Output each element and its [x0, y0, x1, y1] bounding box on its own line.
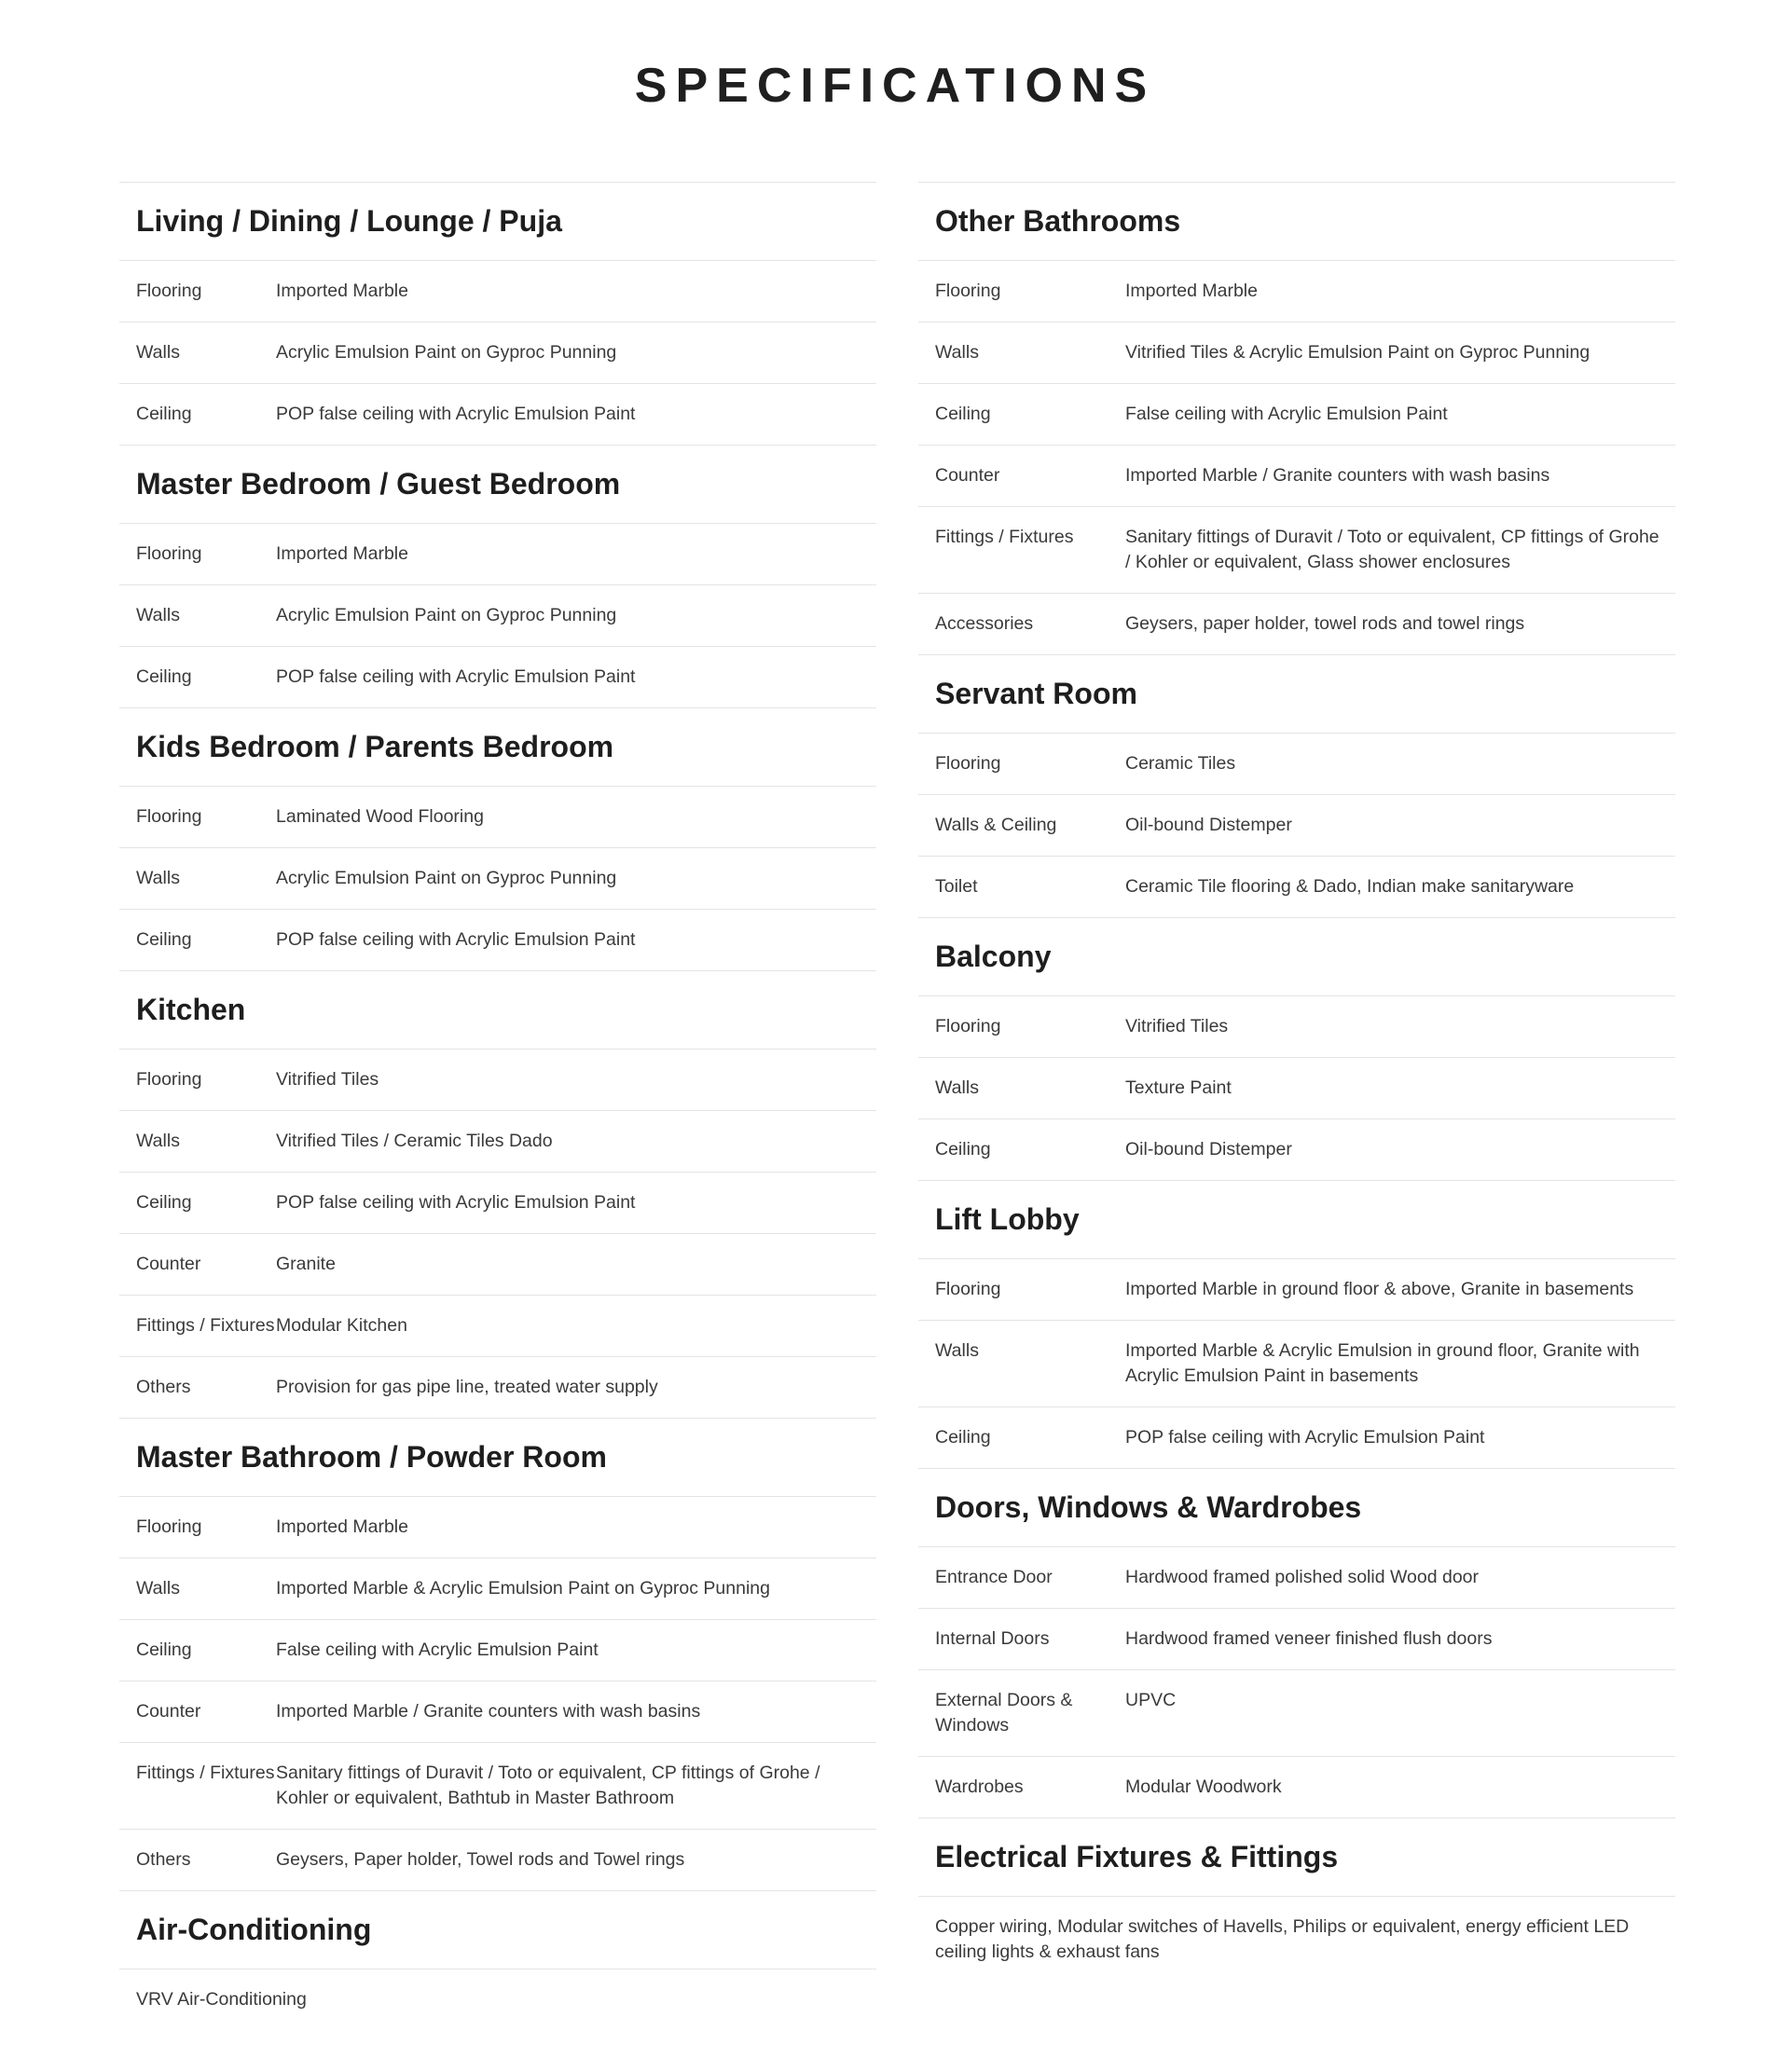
spec-row [119, 1829, 876, 1890]
spec-label: Others [136, 1849, 191, 1870]
spec-row [918, 856, 1675, 917]
spec-value: Imported Marble / Granite counters with wash basins [276, 1701, 701, 1722]
spec-row [119, 523, 876, 584]
spec-row [119, 786, 876, 847]
spec-value: POP false ceiling with Acrylic Emulsion Paint [276, 929, 636, 950]
spec-label: Fittings / Fixtures [136, 1315, 275, 1336]
spec-label: Internal Doors [935, 1628, 1050, 1649]
spec-row [119, 1496, 876, 1557]
spec-label: Walls [935, 1077, 979, 1098]
spec-row [918, 1118, 1675, 1180]
spec-label: Walls [136, 342, 180, 363]
spec-label: Wardrobes [935, 1777, 1024, 1797]
spec-value: Imported Marble & Acrylic Emulsion in ground floor, Granite with Acrylic Emulsion Paint in basements [1125, 1340, 1640, 1386]
spec-label: Accessories [935, 613, 1034, 634]
spec-label: Flooring [935, 281, 1001, 301]
spec-label: Counter [136, 1701, 201, 1722]
spec-row [918, 1406, 1675, 1468]
spec-row [918, 506, 1675, 593]
spec-label: Ceiling [935, 1427, 991, 1448]
spec-label: Ceiling [136, 404, 192, 424]
spec-section-other-bathrooms [918, 182, 1675, 654]
spec-value: Hardwood framed veneer finished flush doors [1125, 1628, 1493, 1649]
spec-value: Sanitary fittings of Duravit / Toto or equivalent, CP fittings of Grohe / Kohler or equivalent, Glass shower enclosures [1125, 527, 1659, 572]
spec-label: Walls [136, 1131, 180, 1151]
spec-value: Imported Marble [276, 543, 408, 564]
section-title: Lift Lobby [918, 1180, 1675, 1258]
spec-row [119, 1681, 876, 1742]
spec-value: UPVC [1125, 1690, 1177, 1710]
spec-value: Acrylic Emulsion Paint on Gyproc Punning [276, 342, 617, 363]
spec-label: Flooring [136, 281, 202, 301]
spec-section-master-bedroom [119, 445, 876, 707]
spec-row [119, 383, 876, 445]
spec-row [119, 260, 876, 322]
spec-row [119, 1233, 876, 1295]
spec-section-doors-windows [918, 1468, 1675, 1818]
spec-row [119, 1356, 876, 1418]
spec-label: Ceiling [935, 1139, 991, 1159]
spec-value: POP false ceiling with Acrylic Emulsion Paint [276, 1192, 636, 1213]
section-title: Balcony [918, 917, 1675, 995]
spec-value: Acrylic Emulsion Paint on Gyproc Punning [276, 868, 617, 888]
spec-label: Walls & Ceiling [935, 815, 1057, 835]
spec-value: Vitrified Tiles & Acrylic Emulsion Paint on Gyproc Punning [1125, 342, 1590, 363]
spec-row [918, 1546, 1675, 1608]
spec-value: Hardwood framed polished solid Wood door [1125, 1567, 1480, 1587]
spec-label: Fittings / Fixtures [136, 1763, 275, 1783]
spec-label: Walls [136, 605, 180, 625]
spec-label: Flooring [136, 1069, 202, 1090]
spec-row [918, 1057, 1675, 1118]
spec-label: Ceiling [136, 929, 192, 950]
spec-section-master-bathroom [119, 1418, 876, 1890]
spec-value: Imported Marble & Acrylic Emulsion Paint on Gyproc Punning [276, 1578, 770, 1599]
spec-row [918, 733, 1675, 794]
spec-value: Geysers, paper holder, towel rods and towel rings [1125, 613, 1525, 634]
spec-value: Texture Paint [1125, 1077, 1232, 1098]
section-title: Servant Room [918, 654, 1675, 733]
spec-label: Flooring [935, 1016, 1001, 1036]
spec-label: Counter [935, 465, 1000, 486]
spec-row [918, 260, 1675, 322]
spec-label: Fittings / Fixtures [935, 527, 1074, 547]
spec-row [918, 1320, 1675, 1406]
spec-row [918, 593, 1675, 654]
spec-row [119, 1619, 876, 1681]
section-title: Doors, Windows & Wardrobes [918, 1468, 1675, 1546]
spec-row [119, 584, 876, 646]
spec-value: Imported Marble [276, 1516, 408, 1537]
spec-value: Imported Marble [1125, 281, 1258, 301]
spec-section-kids-bedroom [119, 707, 876, 970]
spec-row [119, 847, 876, 909]
spec-value: Acrylic Emulsion Paint on Gyproc Punning [276, 605, 617, 625]
spec-label: Walls [136, 1578, 180, 1599]
spec-row [918, 995, 1675, 1057]
spec-label: Ceiling [136, 1192, 192, 1213]
spec-value: Imported Marble [276, 281, 408, 301]
spec-value: Modular Kitchen [276, 1315, 407, 1336]
section-title: Master Bathroom / Powder Room [119, 1418, 876, 1496]
spec-value: POP false ceiling with Acrylic Emulsion Paint [1125, 1427, 1485, 1448]
section-title: Electrical Fixtures & Fittings [918, 1818, 1675, 1896]
spec-label: Flooring [935, 1279, 1001, 1299]
spec-label: Flooring [136, 1516, 202, 1537]
spec-row [918, 383, 1675, 445]
spec-note: Copper wiring, Modular switches of Havells, Philips or equivalent, energy efficient LED ceiling lights & exhaust fans [918, 1896, 1675, 1983]
spec-section-servant-room [918, 654, 1675, 917]
spec-value: Granite [276, 1254, 336, 1274]
spec-section-lift-lobby [918, 1180, 1675, 1468]
section-title: Master Bedroom / Guest Bedroom [119, 445, 876, 523]
spec-label: Others [136, 1377, 191, 1397]
spec-row [119, 646, 876, 707]
page-title: SPECIFICATIONS [634, 59, 1156, 113]
spec-row [119, 1742, 876, 1829]
spec-section-balcony [918, 917, 1675, 1180]
section-title: Living / Dining / Lounge / Puja [119, 182, 876, 260]
spec-row [119, 1295, 876, 1356]
spec-row [119, 1110, 876, 1172]
spec-label: Ceiling [935, 404, 991, 424]
spec-value: Provision for gas pipe line, treated water supply [276, 1377, 658, 1397]
spec-value: Vitrified Tiles [276, 1069, 379, 1090]
spec-value: Imported Marble in ground floor & above, Granite in basements [1125, 1279, 1634, 1299]
section-title: Other Bathrooms [918, 182, 1675, 260]
spec-label: Entrance Door [935, 1567, 1053, 1587]
spec-value: False ceiling with Acrylic Emulsion Paint [276, 1640, 599, 1660]
spec-label: Flooring [935, 753, 1001, 774]
spec-label: Walls [136, 868, 180, 888]
section-title: Kitchen [119, 970, 876, 1049]
spec-value: Geysers, Paper holder, Towel rods and Towel rings [276, 1849, 685, 1870]
spec-label: Counter [136, 1254, 201, 1274]
spec-label: Flooring [136, 806, 202, 827]
spec-label: Flooring [136, 543, 202, 564]
spec-value: POP false ceiling with Acrylic Emulsion Paint [276, 404, 636, 424]
spec-row [918, 794, 1675, 856]
spec-value: Sanitary fittings of Duravit / Toto or equivalent, CP fittings of Grohe / Kohler or equivalent, Bathtub in Master Bathroom [276, 1763, 820, 1808]
spec-value: Modular Woodwork [1125, 1777, 1282, 1797]
spec-row [918, 1756, 1675, 1818]
spec-section-living [119, 182, 876, 445]
section-title: Air-Conditioning [119, 1890, 876, 1969]
left-column [119, 182, 876, 2030]
spec-label: Walls [935, 342, 979, 363]
spec-label: Ceiling [136, 666, 192, 687]
spec-row [918, 1258, 1675, 1320]
spec-value: Ceramic Tiles [1125, 753, 1236, 774]
spec-section-air-conditioning [119, 1890, 876, 2030]
spec-label: External Doors & Windows [935, 1690, 1073, 1736]
spec-row [119, 909, 876, 970]
spec-value: False ceiling with Acrylic Emulsion Paint [1125, 404, 1448, 424]
spec-row [119, 1172, 876, 1233]
spec-row [119, 1557, 876, 1619]
spec-value: Oil-bound Distemper [1125, 815, 1292, 835]
spec-value: POP false ceiling with Acrylic Emulsion Paint [276, 666, 636, 687]
spec-value: Laminated Wood Flooring [276, 806, 484, 827]
spec-row [918, 445, 1675, 506]
spec-row [918, 322, 1675, 383]
spec-label: Toilet [935, 876, 978, 897]
spec-value: Imported Marble / Granite counters with wash basins [1125, 465, 1550, 486]
spec-value: Vitrified Tiles / Ceramic Tiles Dado [276, 1131, 553, 1151]
spec-section-electrical [918, 1818, 1675, 1983]
spec-value: Oil-bound Distemper [1125, 1139, 1292, 1159]
spec-value: Vitrified Tiles [1125, 1016, 1229, 1036]
spec-section-kitchen [119, 970, 876, 1418]
spec-row [918, 1608, 1675, 1669]
spec-row [918, 1669, 1675, 1756]
right-column [918, 182, 1675, 1983]
spec-label: Walls [935, 1340, 979, 1361]
spec-row [119, 1049, 876, 1110]
spec-label: Ceiling [136, 1640, 192, 1660]
spec-row [119, 322, 876, 383]
spec-value: Ceramic Tile flooring & Dado, Indian make sanitaryware [1125, 876, 1575, 897]
spec-note: VRV Air-Conditioning [119, 1969, 876, 2030]
section-title: Kids Bedroom / Parents Bedroom [119, 707, 876, 786]
